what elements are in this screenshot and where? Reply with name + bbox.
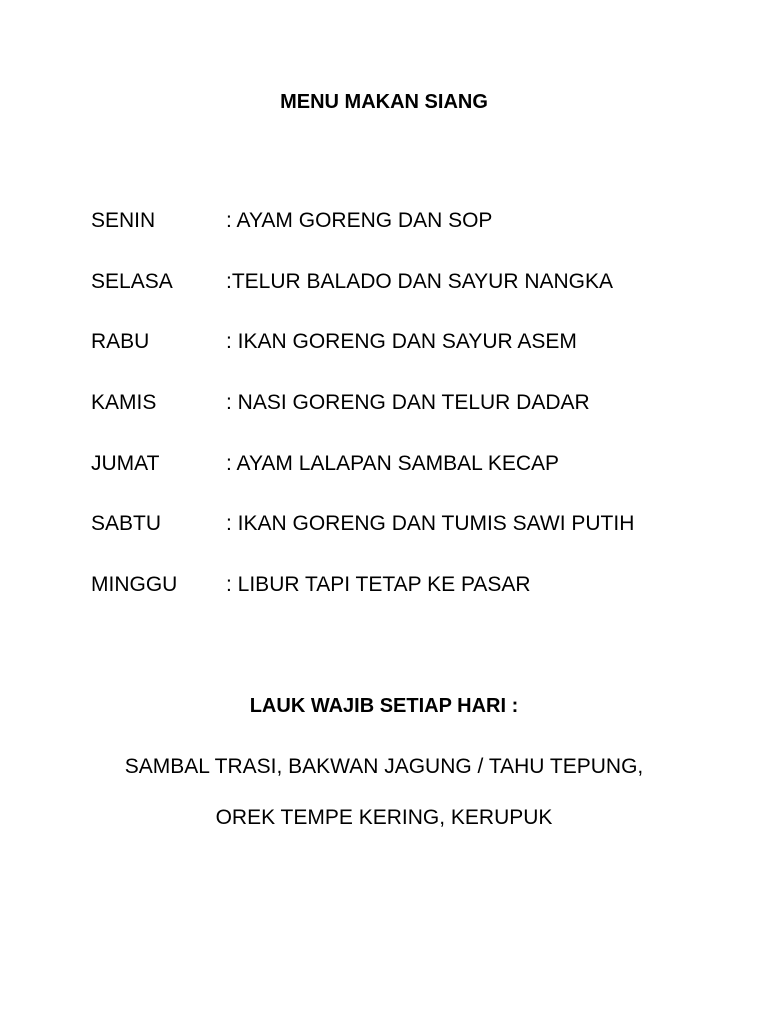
- day-label: SELASA: [91, 269, 173, 293]
- document-title: MENU MAKAN SIANG: [280, 91, 488, 113]
- dish-text: : AYAM GORENG DAN SOP: [226, 209, 493, 232]
- daily-side-dishes-heading: LAUK WAJIB SETIAP HARI :: [249, 695, 519, 717]
- dish-text: : NASI GORENG DAN TELUR DADAR: [226, 391, 590, 415]
- day-label: JUMAT: [91, 451, 160, 475]
- dish-text: : IKAN GORENG DAN TUMIS SAWI PUTIH: [226, 512, 635, 536]
- daily-side-dishes-line: SAMBAL TRASI, BAKWAN JAGUNG / TAHU TEPUNG,: [124, 755, 644, 778]
- dish-text: : AYAM LALAPAN SAMBAL KECAP: [226, 451, 560, 475]
- dish-text: : LIBUR TAPI TETAP KE PASAR: [226, 573, 531, 597]
- daily-side-dishes-line: OREK TEMPE KERING, KERUPUK: [215, 806, 553, 829]
- dish-text: : IKAN GORENG DAN SAYUR ASEM: [226, 330, 577, 354]
- day-label: MINGGU: [91, 573, 178, 597]
- dish-text: :TELUR BALADO DAN SAYUR NANGKA: [226, 269, 614, 293]
- day-label: SABTU: [91, 512, 162, 536]
- day-label: KAMIS: [91, 391, 157, 415]
- day-label: RABU: [91, 330, 150, 354]
- day-label: SENIN: [91, 209, 156, 232]
